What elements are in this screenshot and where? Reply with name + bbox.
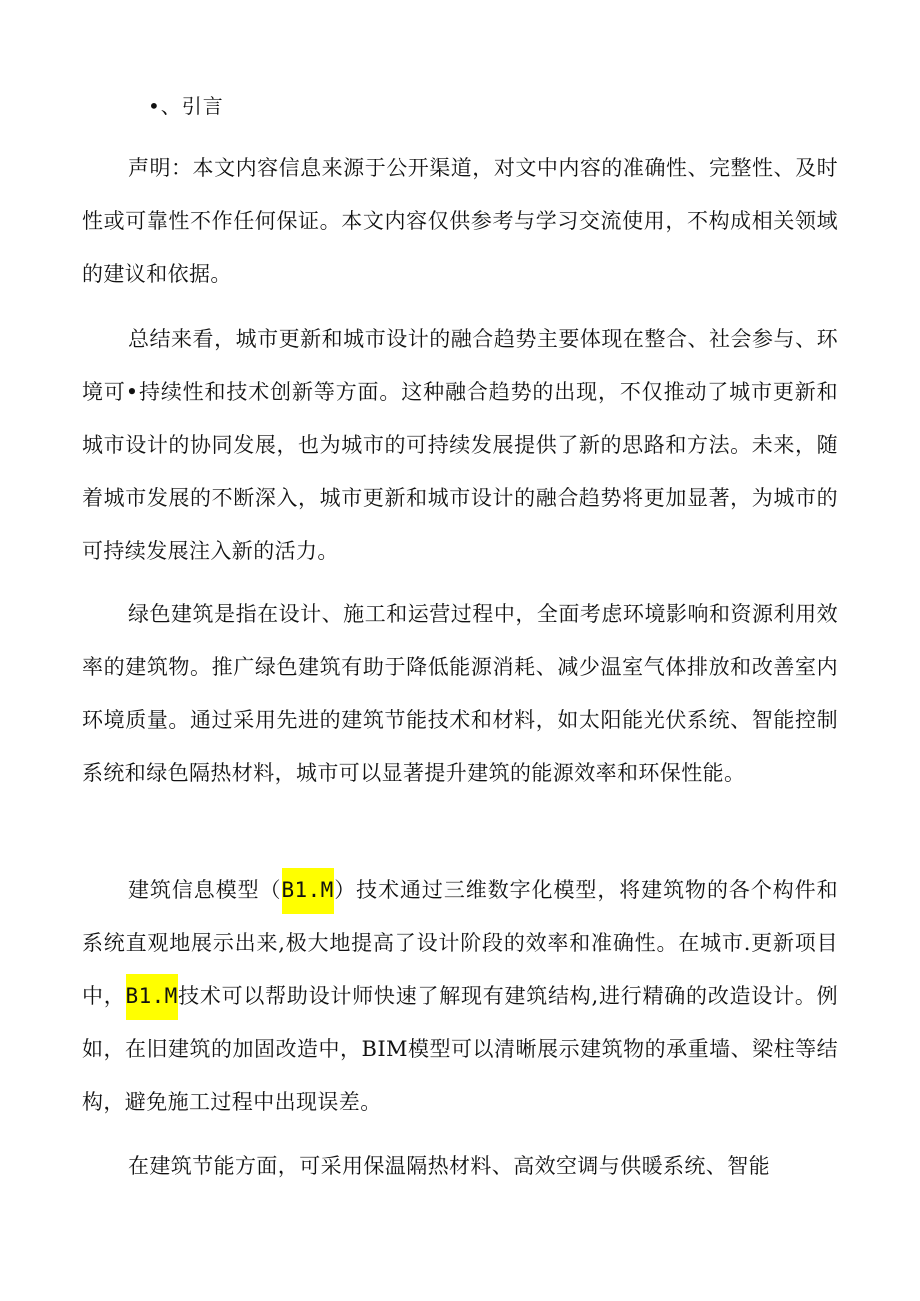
bim-paragraph [82, 864, 838, 1129]
highlighted-bim-term-2: B1.M [126, 974, 178, 1020]
disclaimer-paragraph: 声明：本文内容信息来源于公开渠道，对文中内容的准确性、完整性、及时性或可靠性不作任何保证。本文内容仅供参考与学习交流使用，不构成相关领域的建议和依据。 [82, 156, 838, 286]
energy-saving-paragraph: 在建筑节能方面，可采用保温隔热材料、高效空调与供暖系统、智能 [128, 1154, 770, 1178]
bim-text-part-3: 技术可以帮助设计师快速了解现有建筑结构,进行精确的改造设计。例如，在旧建筑的加固改造中，BIM模型可以清晰展示建筑物的承重墙、梁柱等结构，避免施工过程中出现误差。 [82, 984, 838, 1114]
bim-text-part-2: ）技术通过三维数字化模型，将建筑物的各个构件和系统直观地展示出来,极大地提高了设计阶段的效率和准确性。在城市.更新项目中， [82, 878, 838, 1008]
bim-text-part-1: 建筑信息模型（ [128, 878, 282, 902]
summary-paragraph: 总结来看，城市更新和城市设计的融合趋势主要体现在整合、社会参与、环境可•持续性和技术创新等方面。这种融合趋势的出现，不仅推动了城市更新和城市设计的协同发展，也为城市的可持续发展提供了新的思路和方法。未来，随着城市发展的不断深入，城市更新和城市设计的融合趋势将更加显著，为城市的可持续发展注入新的活力。 [82, 327, 838, 563]
highlighted-bim-term-1: B1.M [282, 868, 334, 914]
section-heading: •、引言 [148, 94, 224, 118]
green-building-paragraph: 绿色建筑是指在设计、施工和运营过程中，全面考虑环境影响和资源利用效率的建筑物。推广绿色建筑有助于降低能源消耗、减少温室气体排放和改善室内环境质量。通过采用先进的建筑节能技术和材料，如太阳能光伏系统、智能控制系统和绿色隔热材料，城市可以显著提升建筑的能源效率和环保性能。 [82, 602, 838, 785]
